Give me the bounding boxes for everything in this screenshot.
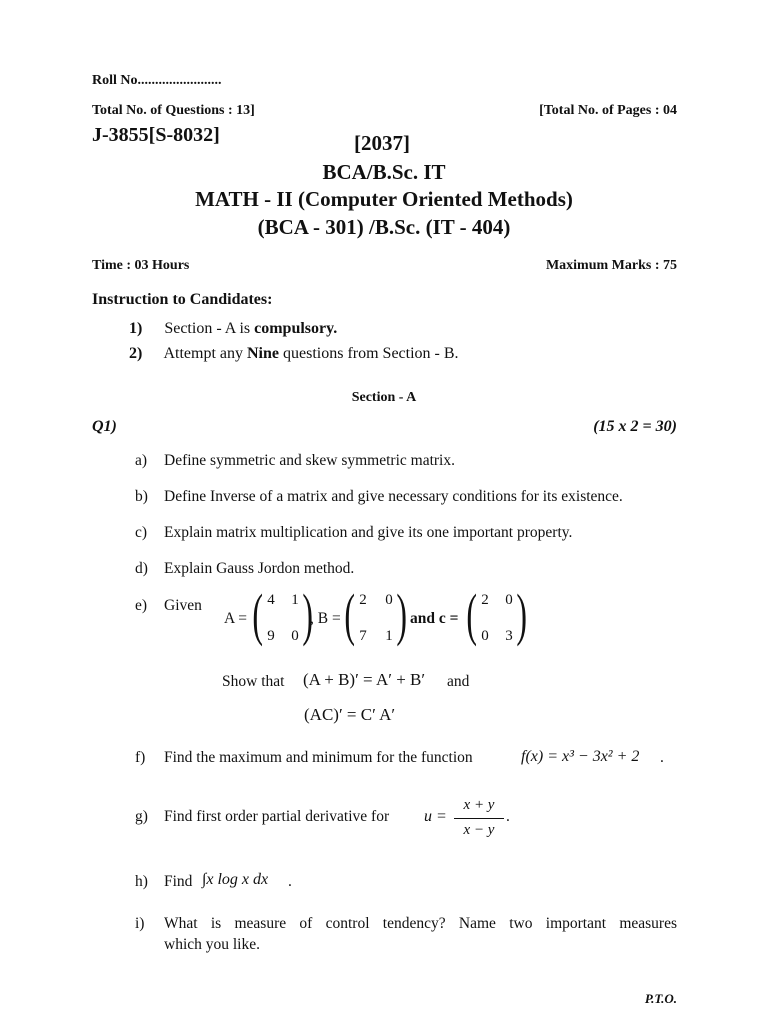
total-questions: Total No. of Questions : 13] [92,103,255,118]
question-f-end: . [660,749,664,766]
matrix-cell: 9 [267,628,275,644]
matrix-cell: 3 [505,628,513,644]
question-d-label: d) [135,560,148,577]
matrix-cell: 0 [505,592,513,608]
matrix-c-name: and c = [410,610,459,627]
instruction-item [129,320,337,338]
equation-transpose-sum: (A + B)′ = A′ + B′ [303,670,426,689]
instruction-number: 2) [129,345,143,362]
matrix-a [252,582,316,648]
equation-transpose-product: (AC)′ = C′ A′ [304,705,396,724]
question-h-label: h) [135,873,148,890]
right-paren: ) [302,582,313,647]
fraction-bar [454,818,504,819]
instruction-emphasis: Nine [247,345,279,362]
matrix-b [344,582,408,648]
left-paren: ( [252,582,263,647]
instruction-text: Section - A is [164,320,255,337]
matrix-cell: 2 [359,592,367,608]
paper-number: [2037] [354,131,410,155]
left-paren: ( [466,582,477,647]
matrix-cell: 4 [267,592,275,608]
question-i-line2: which you like. [164,936,260,953]
right-paren: ) [516,582,527,647]
question-a-label: a) [135,452,148,469]
question-g-text: Find first order partial derivative for [164,808,390,825]
total-pages: [Total No. of Pages : 04 [539,103,677,118]
left-paren: ( [344,582,355,647]
instruction-emphasis: compulsory. [254,320,338,337]
time-allowed: Time : 03 Hours [92,258,190,273]
instruction-item: 2) Attempt any Nine questions from Section - B. [129,345,459,362]
question-f-label: f) [135,749,146,766]
instructions-heading: Instruction to Candidates: [92,291,273,308]
matrix-cell: 2 [481,592,489,608]
question-g-end: . [506,808,510,825]
question-e-text: Given [164,597,202,614]
question-a-text: Define symmetric and skew symmetric matrix. [164,452,455,469]
question-c-label: c) [135,524,148,541]
question-h-text: Find [164,873,193,890]
paper-codes: (BCA - 301) /B.Sc. (IT - 404) [257,215,511,239]
paper-code: J-3855[S-8032] [92,124,220,146]
matrix-a-name: A = [224,610,247,627]
show-that-label: Show that [222,673,285,690]
question-g-label: g) [135,808,148,825]
matrix-c [466,582,530,648]
and-word: and [447,673,470,690]
question-marks: (15 x 2 = 30) [593,418,677,435]
subject-title: MATH - II (Computer Oriented Methods) [195,187,573,211]
matrix-cell: 0 [291,628,299,644]
roll-no: Roll No........................ [92,73,222,88]
question-e-label: e) [135,597,148,614]
matrix-cell: 1 [385,628,393,644]
matrix-b-name: , B = [310,610,341,627]
question-b-label: b) [135,488,148,505]
course-title: BCA/B.Sc. IT [322,160,446,184]
please-turn-over: P.T.O. [644,991,677,1006]
question-f-text: Find the maximum and minimum for the function [164,749,473,766]
fraction-lhs: u = [424,808,447,825]
question-label: Q1) [92,418,117,435]
matrix-cell: 1 [291,592,299,608]
right-paren: ) [396,582,407,647]
fraction-numerator: x + y [463,797,495,813]
section-title: Section - A [351,390,417,405]
question-c-text: Explain matrix multiplication and give its one important property. [164,524,573,541]
instruction-number: 1) [129,320,143,337]
matrix-cell: 0 [481,628,489,644]
question-b-text: Define Inverse of a matrix and give necessary conditions for its existence. [164,488,623,505]
question-h-end: . [288,873,292,890]
question-i-line1: What is measure of control tendency? Name two important measures [164,915,677,932]
integral-expression: ∫x log x dx [202,871,269,888]
question-d-text: Explain Gauss Jordon method. [164,560,355,577]
question-i-label: i) [135,915,145,932]
matrix-cell: 0 [385,592,393,608]
instruction-text: Attempt any [163,345,247,362]
function-expression: f(x) = x³ − 3x² + 2 [521,748,640,765]
maximum-marks: Maximum Marks : 75 [545,258,677,273]
fraction-denominator: x − y [463,822,495,838]
matrix-cell: 7 [359,628,367,644]
